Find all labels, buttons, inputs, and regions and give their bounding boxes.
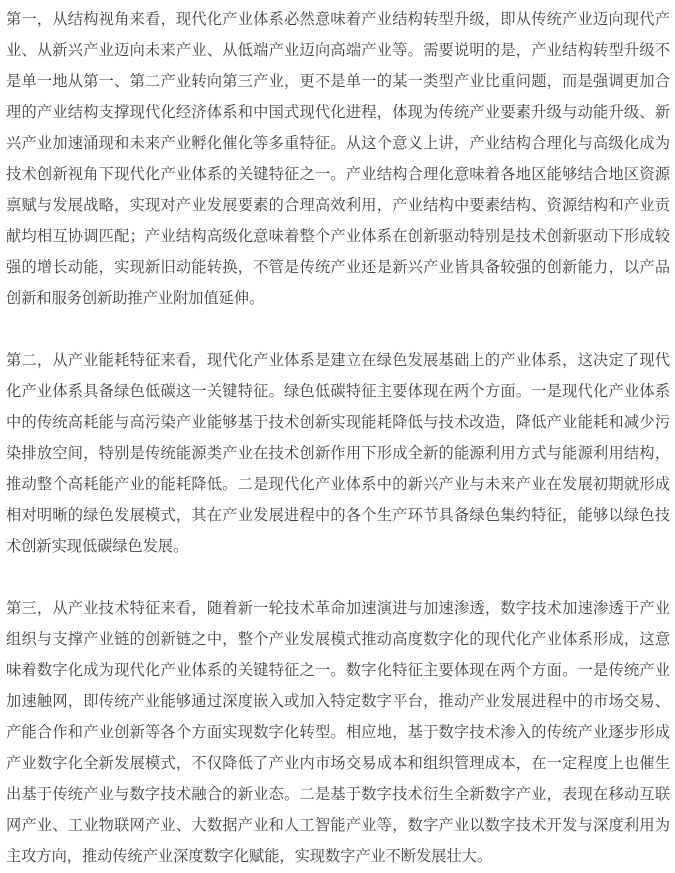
article-body [6,4,670,872]
paragraph-energy-consumption: 第二，从产业能耗特征来看，现代化产业体系是建立在绿色发展基础上的产业体系，这决定了现代化产业体系具备绿色低碳这一关键特征。绿色低碳特征主要体现在两个方面。一是现代化产业体系中的传统高耗能与高污染产业能够基于技术创新实现能耗降低与技术改造，降低产业能耗和减少污染排放空间，特别是传统能源类产业在技术创新作用下形成全新的能源利用方式与能源利用结构，推动整个高耗能产业的能耗降低。二是现代化产业体系中的新兴产业与未来产业在发展初期就形成相对明晰的绿色发展模式，其在产业发展进程中的各个生产环节具备绿色集约特征，能够以绿色技术创新实现低碳绿色发展。 [6,351,670,555]
paragraph-technology-features: 第三，从产业技术特征来看，随着新一轮技术革命加速演进与加速渗透，数字技术加速渗透于产业组织与支撑产业链的创新链之中，整个产业发展模式推动高度数字化的现代化产业体系形成，这意味着数字化成为现代化产业体系的关键特征之一。数字化特征主要体现在两个方面。一是传统产业加速触网，即传统产业能够通过深度嵌入或加入特定数字平台，推动产业发展进程中的市场交易、产能合作和产业创新等各个方面实现数字化转型。相应地，基于数字技术渗入的传统产业逐步形成产业数字化全新发展模式，不仅降低了产业内市场交易成本和组织管理成本，在一定程度上也催生出基于传统产业与数字技术融合的新业态。二是基于数字技术衍生全新数字产业，表现在移动互联网产业、工业物联网产业、大数据产业和人工智能产业等，数字产业以数字技术开发与深度利用为主攻方向，推动传统产业深度数字化赋能，实现数字产业不断发展壮大。 [6,599,670,865]
paragraph-structure-perspective: 第一，从结构视角来看，现代化产业体系必然意味着产业结构转型升级，即从传统产业迈向现代产业、从新兴产业迈向未来产业、从低端产业迈向高端产业等。需要说明的是，产业结构转型升级不是单一地从第一、第二产业转向第三产业，更不是单一的某一类型产业比重问题，而是强调更加合理的产业结构支撑现代化经济体系和中国式现代化进程，体现为传统产业要素升级与动能升级、新兴产业加速涌现和未来产业孵化催化等多重特征。从这个意义上讲，产业结构合理化与高级化成为技术创新视角下现代化产业体系的关键特征之一。产业结构合理化意味着各地区能够结合地区资源禀赋与发展战略，实现对产业发展要素的合理高效利用，产业结构中要素结构、资源结构和产业贡献均相互协调匹配；产业结构高级化意味着整个产业体系在创新驱动特别是技术创新驱动下形成较强的增长动能，实现新旧动能转换，不管是传统产业还是新兴产业皆具备较强的创新能力，以产品创新和服务创新助推产业附加值延伸。 [6,10,670,307]
